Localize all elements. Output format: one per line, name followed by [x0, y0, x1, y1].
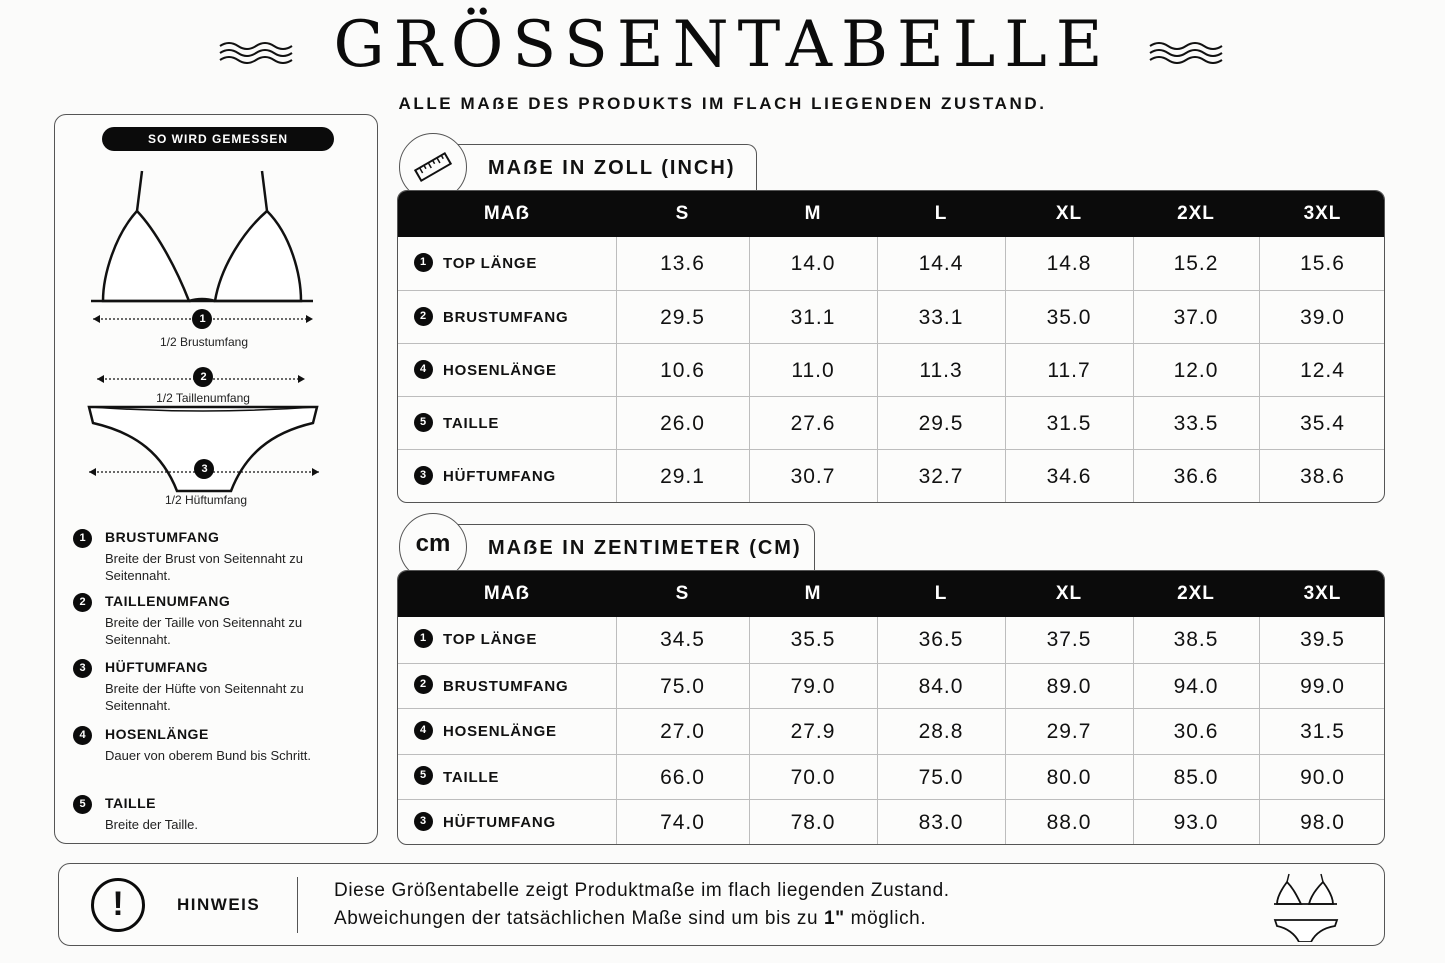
table-cell: 34.6 [1046, 465, 1092, 488]
note-box [58, 863, 1385, 946]
table-row [398, 799, 1384, 845]
row-number-badge: 5 [414, 766, 433, 785]
note-line-2-start: Abweichungen der tatsächlichen Maße sind um bis zu [334, 908, 825, 929]
table-cell: 34.5 [660, 628, 705, 651]
table-cell: 80.0 [1046, 765, 1092, 789]
label-half-bust: 1/2 Brustumfang [159, 335, 249, 349]
table-cell: 39.0 [1300, 306, 1345, 329]
column-header: 2XL [1177, 203, 1215, 224]
legend-description: Breite der Taille. [105, 817, 198, 832]
table-cell: 37.5 [1046, 628, 1092, 651]
column-header: 2XL [1177, 583, 1215, 604]
legend-item [73, 529, 373, 589]
column-header: S [675, 203, 690, 224]
row-number-badge: 2 [414, 675, 433, 694]
table-cell: 31.1 [790, 306, 836, 329]
cm-size-table [397, 570, 1385, 845]
table-cell: 35.4 [1300, 412, 1345, 435]
column-header: L [934, 203, 948, 224]
table-cell: 30.6 [1173, 720, 1219, 743]
marker-2: 2 [200, 371, 207, 383]
table-row [398, 449, 1384, 502]
column-header: S [675, 583, 690, 604]
table-cell: 14.4 [918, 252, 964, 275]
note-line-1: Diese Größentabelle zeigt Produktmaße im flach liegenden Zustand. [334, 880, 950, 901]
wave-decoration-icon [218, 40, 298, 64]
how-to-measure-pill: SO WIRD GEMESSEN [102, 127, 334, 151]
row-label-text: TAILLE [443, 768, 500, 786]
column-header: M [804, 203, 822, 224]
table-cell: 83.0 [918, 811, 964, 834]
row-label [414, 800, 556, 845]
row-label-text: TAILLE [443, 415, 500, 432]
note-line-2 [334, 905, 950, 933]
table-cell: 89.0 [1046, 674, 1092, 698]
legend-item [73, 593, 373, 653]
table-cell: 27.6 [790, 412, 836, 435]
legend-title: BRUSTUMFANG [105, 529, 220, 545]
note-line-2-end: möglich. [844, 908, 927, 929]
legend-description: Breite der Taille von Seitennaht zu Seitennaht. [105, 615, 303, 647]
table-cell: 35.0 [1046, 306, 1092, 329]
table-cell: 35.5 [790, 628, 836, 651]
table-cell: 99.0 [1300, 674, 1345, 698]
row-number-badge: 1 [414, 253, 433, 272]
page-title: GRÖSSENTABELLE [333, 8, 1112, 82]
bikini-diagram [55, 115, 379, 515]
row-label-text: HOSENLÄNGE [443, 362, 557, 379]
table-cell: 11.7 [1047, 359, 1091, 382]
exclamation-icon [91, 878, 145, 932]
table-cell: 78.0 [790, 811, 836, 834]
page-subtitle: ALLE MAẞE DES PRODUKTS IM FLACH LIEGENDEN ZUSTAND. [398, 94, 1047, 113]
legend-number: 2 [73, 593, 92, 612]
table-cell: 36.5 [918, 628, 964, 651]
row-number-badge: 3 [414, 812, 433, 831]
table-cell: 31.5 [1300, 720, 1345, 743]
table-row [398, 343, 1384, 396]
table-cell: 90.0 [1300, 765, 1345, 789]
column-header: 3XL [1303, 203, 1342, 224]
table-header-row [398, 571, 1384, 617]
column-header: XL [1055, 203, 1083, 224]
table-cell: 13.6 [660, 252, 705, 275]
row-label-text: TOP LÄNGE [443, 631, 538, 648]
table-cell: 75.0 [918, 765, 964, 789]
table-cell: 29.7 [1046, 720, 1092, 743]
table-cell: 33.5 [1173, 412, 1219, 435]
table-cell: 30.7 [790, 465, 836, 488]
note-text [334, 877, 950, 933]
legend-title: HÜFTUMFANG [105, 659, 208, 675]
column-header: XL [1055, 583, 1083, 604]
table-cell: 12.0 [1173, 359, 1219, 382]
table-row [398, 617, 1384, 663]
row-number-badge: 3 [414, 466, 433, 485]
legend-description: Dauer von oberem Bund bis Schritt. [105, 748, 311, 763]
row-label [414, 237, 537, 290]
row-label-text: HOSENLÄNGE [443, 723, 557, 740]
table-cell: 29.5 [918, 412, 964, 435]
row-number-badge: 5 [414, 413, 433, 432]
table-cell: 94.0 [1173, 674, 1219, 698]
legend-title: TAILLENUMFANG [105, 593, 231, 609]
measuring-guide-panel [54, 114, 378, 844]
row-label [414, 709, 557, 755]
label-half-waist: 1/2 Taillenumfang [156, 391, 250, 405]
inch-size-table [397, 190, 1385, 503]
wave-decoration-icon [1148, 40, 1228, 64]
table-cell: 75.0 [660, 674, 705, 698]
legend-number: 5 [73, 795, 92, 814]
cm-icon: cm [415, 530, 451, 557]
table-cell: 11.0 [791, 359, 835, 382]
legend-item [73, 795, 373, 839]
row-number-badge: 2 [414, 307, 433, 326]
note-label: HINWEIS [177, 895, 261, 914]
column-header: L [934, 583, 948, 604]
row-label [414, 291, 568, 344]
table-cell: 36.6 [1173, 465, 1219, 488]
row-label [414, 664, 568, 710]
table-cell: 28.8 [918, 720, 964, 743]
row-number-badge: 4 [414, 360, 433, 379]
table-cell: 14.8 [1046, 252, 1092, 275]
table-cell: 14.0 [790, 252, 836, 275]
table-cell: 39.5 [1300, 628, 1345, 651]
table-cell: 33.1 [918, 306, 964, 329]
legend-number: 1 [73, 529, 92, 548]
table-cell: 10.6 [660, 359, 705, 382]
row-label-text: HÜFTUMFANG [443, 468, 556, 485]
row-label [414, 617, 537, 663]
table-cell: 84.0 [918, 674, 964, 698]
legend-description: Breite der Hüfte von Seitennaht zu Seitennaht. [105, 681, 304, 713]
table-row [398, 237, 1384, 290]
table-cell: 15.6 [1300, 252, 1345, 275]
table-cell: 93.0 [1173, 811, 1219, 834]
label-half-hip: 1/2 Hüftumfang [164, 493, 248, 507]
row-label [414, 755, 499, 801]
table-cell: 15.2 [1173, 252, 1219, 275]
exclamation-glyph: ! [112, 885, 124, 923]
table-cell: 27.9 [790, 720, 836, 743]
column-header: MAẞ [483, 583, 531, 604]
table-cell: 29.1 [660, 465, 705, 488]
row-label-text: BRUSTUMFANG [443, 677, 569, 695]
table-row [398, 708, 1384, 754]
table-cell: 38.6 [1300, 465, 1345, 488]
row-label [414, 397, 499, 450]
table-cell: 27.0 [660, 720, 705, 743]
note-line-2-bold: 1" [824, 908, 845, 929]
table-cell: 31.5 [1046, 412, 1092, 435]
bikini-icon [1271, 870, 1341, 942]
cm-section-title: MAẞE IN ZENTIMETER (CM) [488, 537, 802, 559]
table-row [398, 663, 1384, 709]
table-cell: 66.0 [660, 765, 705, 789]
table-cell: 26.0 [660, 412, 705, 435]
table-cell: 70.0 [790, 765, 836, 789]
row-label-text: TOP LÄNGE [443, 255, 538, 272]
table-cell: 85.0 [1173, 765, 1219, 789]
row-number-badge: 4 [414, 721, 433, 740]
legend-description: Breite der Brust von Seitennaht zu Seitennaht. [105, 551, 304, 583]
table-cell: 29.5 [660, 306, 705, 329]
note-divider [297, 877, 298, 933]
column-header: MAẞ [483, 203, 531, 224]
row-label-text: BRUSTUMFANG [443, 309, 569, 326]
table-cell: 98.0 [1300, 811, 1345, 834]
row-label [414, 344, 557, 397]
legend-item [73, 726, 373, 786]
table-cell: 88.0 [1046, 811, 1092, 834]
table-row [398, 754, 1384, 800]
row-label-text: HÜFTUMFANG [443, 814, 556, 831]
table-cell: 74.0 [660, 811, 705, 834]
table-cell: 12.4 [1300, 359, 1345, 382]
table-cell: 11.3 [919, 359, 963, 382]
marker-3: 3 [201, 463, 208, 475]
legend-item [73, 659, 373, 719]
table-row [398, 290, 1384, 343]
table-header-row [398, 191, 1384, 237]
table-cell: 38.5 [1173, 628, 1219, 651]
row-label [414, 450, 556, 503]
legend-number: 4 [73, 726, 92, 745]
row-number-badge: 1 [414, 629, 433, 648]
marker-1: 1 [199, 313, 206, 325]
column-header: M [804, 583, 822, 604]
column-header: 3XL [1303, 583, 1342, 604]
legend-title: TAILLE [105, 795, 156, 811]
table-cell: 32.7 [918, 465, 964, 488]
legend-number: 3 [73, 659, 92, 678]
table-cell: 79.0 [790, 674, 836, 698]
inch-section-title: MAẞE IN ZOLL (INCH) [488, 157, 736, 179]
table-row [398, 396, 1384, 449]
table-cell: 37.0 [1173, 306, 1219, 329]
legend-title: HOSENLÄNGE [105, 726, 209, 742]
